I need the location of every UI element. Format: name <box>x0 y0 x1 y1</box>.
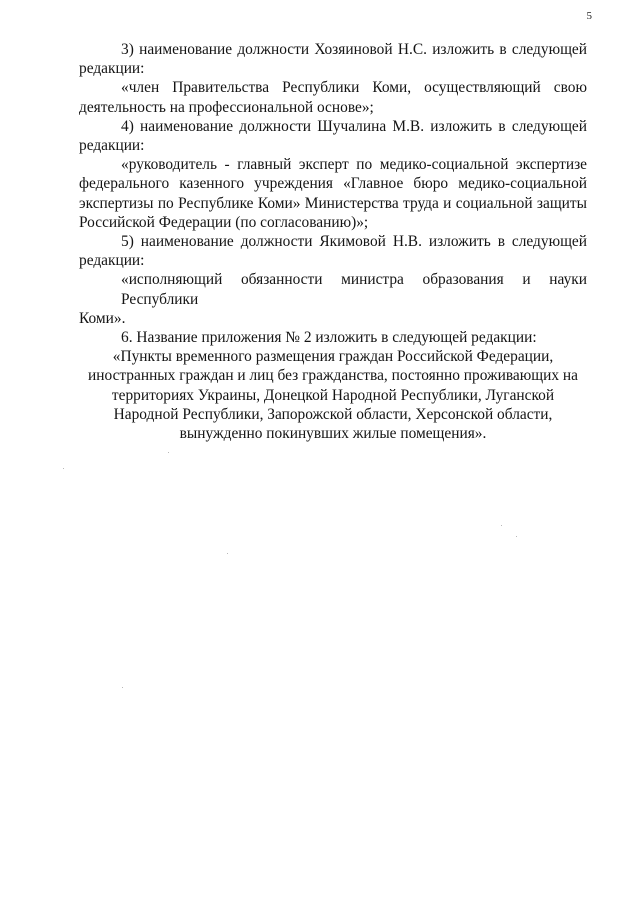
scan-speck <box>501 525 502 526</box>
text-line: Российской Федерации (по согласованию)»; <box>79 213 369 231</box>
text-line: редакции: <box>79 252 145 270</box>
text-line: Коми». <box>79 309 126 327</box>
paragraph-item-4-quote <box>79 155 587 232</box>
scan-speck <box>63 468 64 469</box>
paragraph-item-6 <box>79 328 587 347</box>
text-line: 3) наименование должности Хозяиновой Н.С. изложить в следующей <box>121 41 587 58</box>
text-line: Народной Республики, Запорожской области, Херсонской области, <box>113 405 553 423</box>
text-line: 4) наименование должности Шучалина М.В. изложить в следующей <box>121 117 587 135</box>
text-line: иностранных граждан и лиц без гражданства, постоянно проживающих на <box>88 367 578 385</box>
text-line: федерального казенного учреждения «Главное бюро медико-социальной <box>79 175 587 193</box>
text-line: «член Правительства Республики Коми, осуществляющий свою <box>121 79 587 97</box>
paragraph-item-3 <box>79 40 587 78</box>
paragraph-item-5 <box>79 232 587 270</box>
scan-speck <box>122 687 123 688</box>
text-line: 5) наименование должности Якимовой Н.В. изложить в следующей <box>121 233 587 251</box>
text-line: экспертизы по Республике Коми» Министерства труда и социальной защиты <box>79 194 587 212</box>
page-number: 5 <box>586 10 592 22</box>
text-line: деятельность на профессиональной основе»; <box>79 98 374 116</box>
text-line: «Пункты временного размещения граждан Российской Федерации, <box>112 348 554 366</box>
document-body <box>79 40 587 443</box>
paragraph-item-5-quote <box>79 270 587 328</box>
paragraph-item-4 <box>79 117 587 155</box>
scan-speck <box>227 553 228 554</box>
text-line: вынужденно покинувших жилые помещения». <box>179 425 487 443</box>
text-line: редакции: <box>79 137 145 155</box>
text-line: 6. Название приложения № 2 изложить в следующей редакции: <box>121 329 537 347</box>
text-line: редакции: <box>79 60 145 78</box>
scan-speck <box>168 452 169 453</box>
text-line: территориях Украины, Донецкой Народной Республики, Луганской <box>111 386 555 404</box>
scan-speck <box>516 536 517 537</box>
paragraph-item-3-quote <box>79 78 587 116</box>
text-line: «руководитель - главный эксперт по медико-социальной экспертизе <box>121 156 587 174</box>
text-line: «исполняющий обязанности министра образования и науки Республики <box>121 271 587 308</box>
appendix-title <box>79 347 587 443</box>
